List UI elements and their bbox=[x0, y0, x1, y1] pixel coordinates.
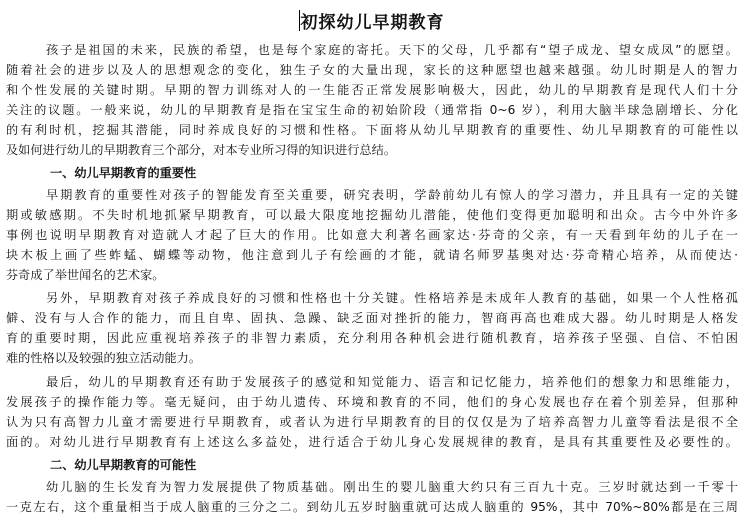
paragraph-line[interactable]: 芬奇成了举世闻名的艺术家。 bbox=[6, 268, 165, 282]
paragraph-line[interactable]: 僻、没有与人合作的能力，而且自卑、固执、急躁、缺乏面对挫折的能力，智商再高也难成大器。幼儿时期是人格发 bbox=[6, 311, 738, 325]
section-heading[interactable]: 一、幼儿早期教育的重要性 bbox=[50, 166, 197, 180]
paragraph-line[interactable]: 期或敏感期。不失时机地抓紧早期教育，可以最大限度地挖掘幼儿潜能，使他们变得更加聪明和出众。古今中外许多 bbox=[6, 208, 738, 222]
paragraph-line[interactable]: 认为只有高智力儿童才需要进行早期教育，或者认为进行早期教育的目的仅仅是为了培养高智力儿童等看法是很不全 bbox=[6, 415, 738, 429]
paragraph-line[interactable]: 发展孩子的操作能力等。毫无疑问，由于幼儿遗传、环境和教育的不同，他们的身心发展也存在着个别差异，但那种 bbox=[6, 395, 738, 409]
paragraph-line[interactable]: 难的性格以及较强的独立活动能力。 bbox=[6, 351, 201, 365]
paragraph-line[interactable]: 幼儿脑的生长发育为智力发展提供了物质基础。刚出生的婴儿脑重大约只有三百九十克。三岁时就达到一千零十 bbox=[46, 480, 738, 494]
paragraph-line[interactable]: 一克左右，这个重量相当于成人脑重的三分之二。到幼儿五岁时脑重就可达成人脑重的 95%，其中 70%~80%都是在三周 bbox=[6, 500, 738, 514]
paragraph-line[interactable]: 和个性发展的关键时期。早期的智力训练对人的一生能否正常发展影响极大，因此，幼儿的早期教育是现代人们十分 bbox=[6, 83, 738, 97]
paragraph-line[interactable]: 关注的议题。一般来说，幼儿的早期教育是指在宝宝生命的初始阶段（通常指 0~6 岁），利用大脑半球急剧增长、分化 bbox=[6, 103, 738, 117]
paragraph-line[interactable]: 育的重要时期，因此应重视培养孩子的非智力素质，充分利用各种机会进行随机教育，培养孩子坚强、自信、不怕困 bbox=[6, 331, 738, 345]
paragraph-line[interactable]: 及如何进行幼儿的早期教育三个部分，对本专业所习得的知识进行总结。 bbox=[6, 143, 396, 157]
paragraph-line[interactable]: 面的。对幼儿进行早期教育有上述这么多益处，进行适合于幼儿身心发展规律的教育，是具有其重要性及必要性的。 bbox=[6, 435, 738, 449]
paragraph-line[interactable]: 随着社会的进步以及人的思想观念的变化，独生子女的大量出现，家长的这种愿望也越来越强。幼儿时期是人的智力 bbox=[6, 63, 738, 77]
paragraph-line[interactable]: 孩子是祖国的未来，民族的希望，也是每个家庭的寄托。天下的父母，几乎都有“望子成龙、望女成凤”的愿望。 bbox=[46, 43, 738, 57]
section-heading[interactable]: 二、幼儿早期教育的可能性 bbox=[50, 458, 197, 472]
text-cursor bbox=[299, 10, 300, 31]
paragraph-line[interactable]: 块木板上画了些蚱蜢、蝴蝶等动物，他注意到儿子有绘画的才能，就请名师罗基奥对达·芬奇精心培养，从而使达· bbox=[6, 248, 738, 262]
paragraph-line[interactable]: 早期教育的重要性对孩子的智能发育至关重要，研究表明，学龄前幼儿有惊人的学习潜力，并且具有一定的关键 bbox=[46, 188, 738, 202]
paragraph-line[interactable]: 事例也说明早期教育对造就人才起了巨大的作用。比如意大利著名画家达·芬奇的父亲，有一天看到年幼的儿子在一 bbox=[6, 228, 738, 242]
paragraph-line[interactable]: 最后，幼儿的早期教育还有助于发展孩子的感觉和知觉能力、语言和记忆能力，培养他们的想象力和思维能力， bbox=[46, 375, 738, 389]
document-title[interactable]: 初探幼儿早期教育 bbox=[300, 13, 445, 33]
paragraph-line[interactable]: 另外，早期教育对孩子养成良好的习惯和性格也十分关键。性格培养是未成年人教育的基础，如果一个人性格孤 bbox=[46, 291, 738, 305]
paragraph-line[interactable]: 的有利时机，挖掘其潜能，同时养成良好的习惯和性格。下面将从幼儿早期教育的重要性、幼儿早期教育的可能性以 bbox=[6, 123, 738, 137]
title-row bbox=[0, 8, 743, 34]
